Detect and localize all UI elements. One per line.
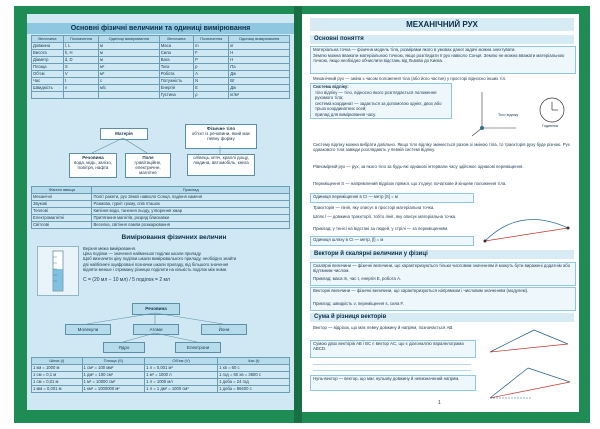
conversion-row — [32, 379, 290, 386]
uniform-motion-definition: Рівномірний рух — рух, за якого тіло за будь-які однакові інтервали часу здійснює однакові переміщення. — [313, 164, 524, 169]
units-cell: A — [194, 71, 229, 78]
units-cell: Густина — [159, 92, 193, 99]
vector-example: Приклад: швидкість v, переміщення s, сила F. — [313, 301, 404, 306]
units-cell: l, L — [63, 43, 98, 50]
vector-sum-definition: Сумою двох векторів AB і BC є вектор AC, що є діагоналлю паралелограма ABCD. — [313, 341, 464, 352]
tree-electrons: Електрони — [175, 342, 221, 353]
physical-body-examples: олівець, м'яч, краплі дощу, людина, автомобіль, книга — [187, 154, 255, 176]
section-vectors-scalars: Вектори й скалярні величини у фізиці — [310, 250, 574, 259]
units-cell: V — [63, 71, 98, 78]
body-label: Тіло відліку — [498, 113, 519, 117]
matter-box: Матерія — [100, 128, 148, 140]
units-cell: Робота — [159, 71, 193, 78]
measure-step: Ціна поділки — значення найменшої поділки шкали приладу. — [83, 251, 202, 257]
units-header-cell: Позначення — [194, 36, 229, 43]
units-cell: Дж — [229, 85, 290, 92]
scalar-example: Приклад: маса m, час t, енергія E, робота A. — [313, 276, 402, 281]
reference-system-title: Система відліку: — [313, 84, 349, 89]
units-cell: v — [63, 85, 98, 92]
units-header-cell: Одиниці вимірювання — [99, 36, 160, 43]
reference-system-items — [315, 90, 447, 117]
vector-diagrams — [484, 322, 576, 404]
scale-division-formula: С = (20 мл − 10 мл) / 5 поділок = 2 мл — [83, 277, 170, 283]
measure-step: Щоб визначити ціну поділки шкали вимірювального приладу, необхідно знайти — [83, 256, 237, 262]
units-cell: ρ — [194, 92, 229, 99]
units-cell: Довжина — [32, 43, 64, 50]
field-desc: гравітаційне, електричне, магнітне — [134, 160, 162, 175]
conversion-row — [32, 386, 290, 393]
units-cell: m — [194, 43, 229, 50]
conversion-header-cell: Об'єм (V) — [145, 358, 218, 365]
phenomena-cell: Притягання магнітів, розряд блискавки — [92, 215, 290, 222]
units-header-cell: Позначення — [63, 36, 98, 43]
units-cell: t — [63, 78, 98, 85]
reference-item: система координат — задається за допомогою однієї, двох або трьох координатних осей; — [315, 100, 442, 112]
measure-step: дві найближчі оцифровані позначки шкали приладу, від більшого значення — [83, 261, 229, 267]
null-vector-definition: Нуль-вектор — вектор, що має нульову довжину й невизначений напрям. — [313, 376, 460, 381]
units-cell: Висота — [32, 50, 64, 57]
divider — [313, 364, 471, 365]
conversion-cell: 1 л = 1 дм³ = 1000 см³ — [145, 386, 218, 393]
units-cell: Н — [229, 50, 290, 57]
physical-body-desc: об'єкт із речовини, який має певну форму — [191, 131, 251, 141]
conversion-cell: 1 год = 60 хв = 3600 с — [218, 372, 290, 379]
page-number: 1 — [438, 400, 441, 406]
units-cell: м/с — [99, 85, 160, 92]
units-cell: Площа — [32, 64, 64, 71]
section-vector-sum: Сума й різниця векторів — [310, 313, 574, 322]
units-cell: Маса — [159, 43, 193, 50]
vector-definition: Векторні величини — фізичні величини, що характеризуються напрямком і числовим значенням (модулем). — [313, 288, 529, 293]
conversion-cell: 1 км = 1000 м — [32, 365, 83, 372]
path-definition: Шлях l — довжина траєкторії, тобто лінії, яку описує матеріальна точка. — [313, 214, 457, 219]
phenomena-cell: Веселка, світіння лампи розжарювання — [92, 222, 290, 229]
conversion-cell: 1 см = 0,01 м — [32, 379, 83, 386]
reference-item: тіло відліку — тіло, відносно якого розглядається положення рухомого тіла; — [315, 90, 437, 101]
phenomena-header-cell: Приклад — [92, 187, 290, 194]
phenomena-cell: Механічні — [32, 194, 92, 201]
conversion-cell: 1 хв = 60 с — [218, 365, 290, 372]
units-cell: Об'єм — [32, 71, 64, 78]
displacement-definition: Переміщення S — напрямлений відрізок прямої, що з'єднує початкове й кінцеве положення тіла. — [313, 181, 507, 186]
phenomena-cell: Електромагнітні — [32, 215, 92, 222]
material-point-definition: Матеріальна точка — фізична модель тіла, розмірами якого в умовах даної задачі можна знехтувати. — [313, 47, 516, 52]
measure-step: відняти менше і отриману різницю поділити на кількість поділок між ними. — [83, 266, 228, 272]
material-point-example: Землю можна вважати матеріальною точкою, якщо розглядати її рух навколо Сонця. Землю не можна вважати матеріальною точкою, якщо необхідно обчислити відстань від Львова до Києва. — [313, 53, 565, 64]
phenomena-cell: Світлові — [32, 222, 92, 229]
units-header-cell: Величина — [159, 36, 193, 43]
book-spine — [294, 6, 302, 423]
page-title: МЕХАНІЧНИЙ РУХ — [310, 18, 574, 31]
path-example: Приклад: у тенісі на відстані за людей, у стрілі — за переміщенням. — [313, 226, 449, 231]
conversion-cell: 1 см² = 100 мм² — [82, 365, 145, 372]
phenomena-cell: Кипіння води, танення льоду, утворення хмар — [92, 208, 290, 215]
conversion-header-cell: Площа (S) — [82, 358, 145, 365]
conversion-cell: 1 доба = 86400 с — [218, 386, 290, 393]
units-cell: м² — [99, 64, 160, 71]
right-page — [302, 14, 579, 412]
path-unit: Одиниця шляху в СІ — метр, [l] = м — [313, 237, 384, 242]
trajectory-diagram — [480, 206, 575, 246]
conversion-cell: 1 см = 0,1 м — [32, 372, 83, 379]
tree-ions: Йони — [201, 324, 247, 335]
units-cell: P — [194, 57, 229, 64]
units-cell: E — [194, 85, 229, 92]
reference-note: Систему відліку можна вибрати довільно. Якщо тіло відліку змінюється разом зі зміною тіла, то траєкторія руху буде різною. Рух однакового тіла завжди розглядають у певній системі відліку. — [313, 142, 570, 153]
left-page — [27, 14, 294, 410]
clock-label: Годинник — [542, 124, 559, 128]
units-header-cell: Величина — [32, 36, 64, 43]
conversion-header-cell: Шлях (l) — [32, 358, 83, 365]
units-table-title: Основні фізичні величини та одиниці вимірювання — [27, 23, 294, 34]
measure-title: Вимірювання фізичних величин — [121, 234, 227, 241]
units-header-cell: Одиниці вимірювання — [229, 36, 290, 43]
tree-root: Речовина — [132, 303, 180, 315]
divider — [313, 370, 471, 371]
units-cell: S — [63, 64, 98, 71]
conversion-cell: 1 л = 1000 мл — [145, 379, 218, 386]
phenomena-header-cell: Фізичні явища — [32, 187, 92, 194]
phenomena-cell: Політ ракети, рух Землі навколо Сонця, падіння каменя — [92, 194, 290, 201]
tree-atoms: Атоми — [133, 324, 179, 335]
conversion-table — [31, 357, 290, 393]
substance-label: Речовина — [82, 155, 104, 160]
conversion-header-cell: Час (t) — [218, 358, 290, 365]
units-cell: p — [194, 64, 229, 71]
phenomena-cell: Звукові — [32, 201, 92, 208]
units-cell: Швидкість — [32, 85, 64, 92]
trajectory-definition: Траєкторія — лінія, яку описує в просторі матеріальна точка. — [313, 205, 435, 210]
units-cell: h, H — [63, 50, 98, 57]
conversion-row — [32, 372, 290, 379]
units-cell: N — [194, 78, 229, 85]
conversion-cell: 1 дм² = 100 см² — [82, 372, 145, 379]
reference-item: прилад для вимірювання часу. — [315, 111, 377, 117]
units-cell: Діаметр — [32, 57, 64, 64]
conversion-cell: 1 л = 0,001 м³ — [145, 365, 218, 372]
tree-nucleus: Ядро — [103, 342, 145, 353]
mechanical-motion-definition: Механічний рух — зміна з часом положення тіла (або його частин) у просторі відносно інших тіл. — [313, 76, 507, 81]
units-cell: м — [99, 43, 160, 50]
tree-molecules: Молекули — [65, 324, 111, 335]
units-cell: Па — [229, 64, 290, 71]
units-cell: Потужність — [159, 78, 193, 85]
vector-term: Вектор — відрізок, що має певну довжину й напрям, позначається AB. — [313, 325, 454, 330]
conversion-cell: 1 мм = 0,001 м — [32, 386, 83, 393]
units-cell: Сила — [159, 50, 193, 57]
units-cell: Н — [229, 57, 290, 64]
units-cell: м — [99, 50, 160, 57]
scalar-definition: Скалярні величини — фізичні величини, що характеризуються тільки числовим значенням й можуть бути виражені додатнім або від'ємним числом. — [313, 263, 571, 274]
conversion-cell: 1 км² = 1000000 м² — [82, 386, 145, 393]
units-cell: Час — [32, 78, 64, 85]
units-cell: кг — [229, 43, 290, 50]
phenomena-cell: Теплові — [32, 208, 92, 215]
reference-system-diagram — [472, 88, 572, 138]
units-cell: d, D — [63, 57, 98, 64]
conversion-row — [32, 365, 290, 372]
conversion-cell: 1 доба = 24 год — [218, 379, 290, 386]
tree-connectors — [27, 14, 294, 410]
conversion-cell: 1 м² = 10000 см² — [82, 379, 145, 386]
phenomena-cell: Розмова, гуркіт грому, спів пташок — [92, 201, 290, 208]
displacement-unit: Одиниця переміщення в СІ — метр [S] = м — [313, 194, 398, 199]
units-cell: м³ — [99, 71, 160, 78]
units-cell: Вага — [159, 57, 193, 64]
units-cell: м — [99, 57, 160, 64]
physical-body-label: Фізичне тіло — [206, 126, 236, 131]
conversion-cell: 1 м³ = 1000 л — [145, 372, 218, 379]
units-cell: Вт — [229, 78, 290, 85]
units-cell: Енергія — [159, 85, 193, 92]
field-label: Поле — [142, 155, 154, 160]
measure-step: Верхня межа вимірювання. — [83, 246, 137, 251]
units-cell: Тиск — [159, 64, 193, 71]
units-cell: Дж — [229, 71, 290, 78]
units-cell: кг/м³ — [229, 92, 290, 99]
units-cell: F — [194, 50, 229, 57]
section-basic-concepts: Основні поняття — [310, 35, 574, 44]
substance-desc: вода, мідь, залізо, повітря, нафта — [74, 160, 112, 170]
units-cell: с — [99, 78, 160, 85]
